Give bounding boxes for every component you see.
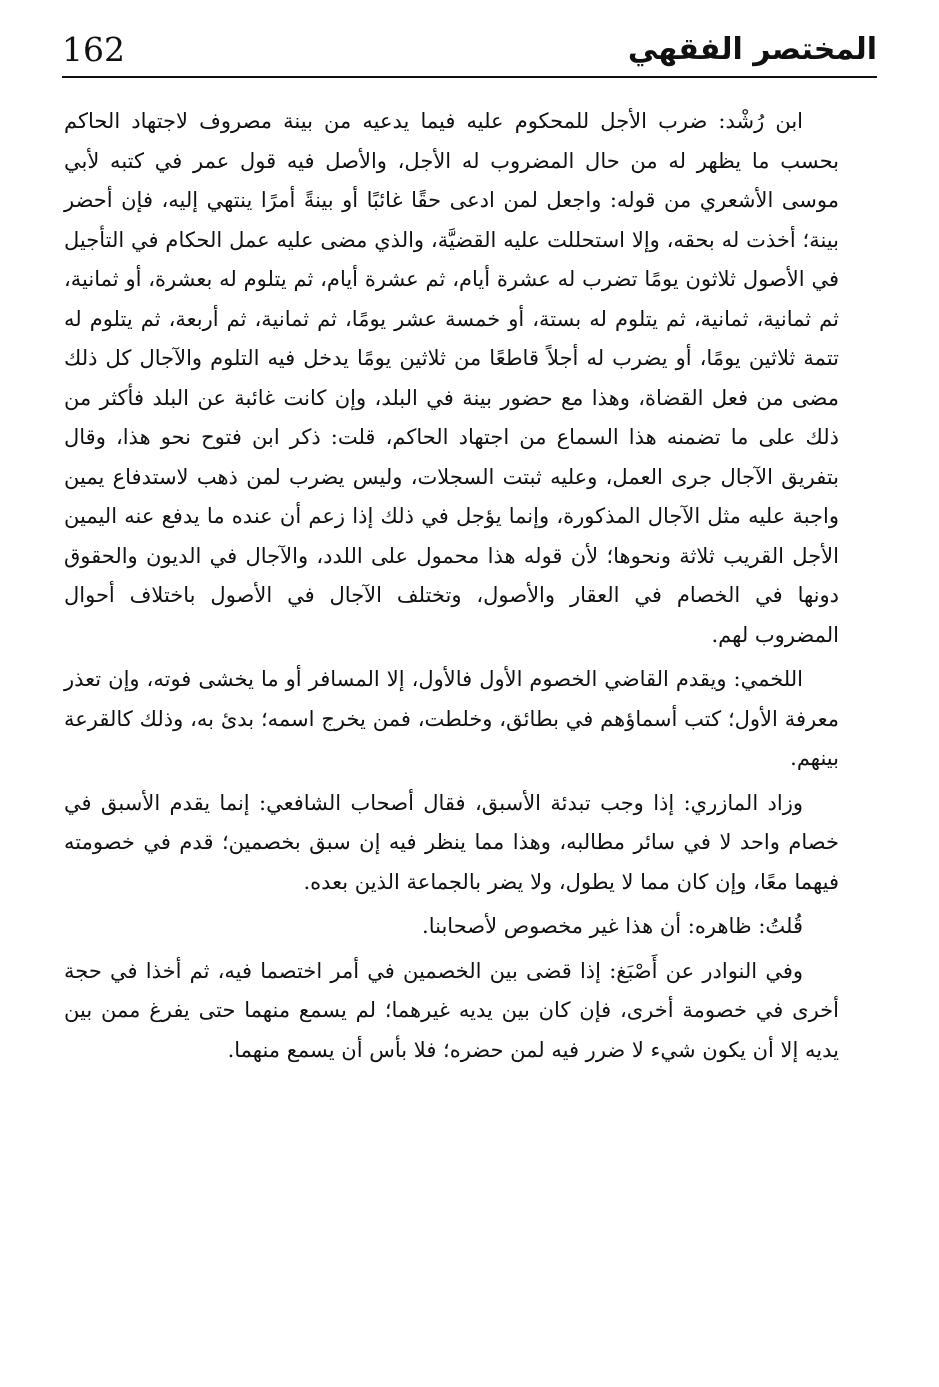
running-title: المختصر الفقهي bbox=[627, 32, 877, 67]
paragraph-lakhmi: اللخمي: ويقدم القاضي الخصوم الأول فالأول، إلا المسافر أو ما يخشى فوته، وإن تعذر معرفة الأول؛ كتب أسماؤهم في بطائق، وخلطت، فمن يخرج اسمه؛ بدئ به، وذلك كالقرعة بينهم. bbox=[64, 667, 839, 770]
paragraph-mazari: وزاد المازري: إذا وجب تبدئة الأسبق، فقال أصحاب الشافعي: إنما يقدم الأسبق في خصام واحد لا في سائر مطالبه، وهذا مما ينظر فيه إن سبق بخصمين؛ قدم في خصومته فيهما معًا، وإن كان مما لا يطول، ولا يضر بالجماعة الذين بعده. bbox=[64, 790, 839, 894]
page-header bbox=[62, 26, 877, 78]
header-rule bbox=[62, 76, 877, 78]
paragraph-qultu: قُلتُ: ظاهره: أن هذا غير مخصوص لأصحابنا. bbox=[422, 914, 803, 938]
paragraph-ibn-rushd: ابن رُشْد: ضرب الأجل للمحكوم عليه فيما يدعيه من بينة مصروف لاجتهاد الحاكم بحسب ما يظهر له من حال المضروب له الأجل، والأصل فيه قول عمر في كتبه لأبي موسى الأشعري من قوله: واجعل لمن ادعى حقًا غائبًا أو بينةً أمرًا ينتهي إليه، فإن أحضر بينة؛ أخذت له بحقه، وإلا استحللت عليه القضيَّة، والذي مضى عليه عمل الحكام في التأجيل في الأصول ثلاثون يومًا تضرب له عشرة أيام، ثم عشرة أيام، ثم يتلوم له بعشرة، أو ثمانية، ثم ثمانية، ثمانية، ثم يتلوم له بستة، أو خمسة عشر يومًا، ثم ثمانية، ثم أربعة، ثم يتلوم له تتمة ثلاثين يومًا، أو يضرب له أجلاً قاطعًا من ثلاثين يومًا يدخل فيه التلوم والآجال كل ذلك مضى من فعل القضاة، وهذا مع حضور بينة في البلد، وإن كانت غائبة عن البلد فأكثر من ذلك على ما تضمنه هذا السماع من اجتهاد الحاكم، قلت: ذكر ابن فتوح نحو هذا، وقال بتفريق الآجال جرى العمل، وعليه ثبتت السجلات، وليس يضرب لمن ذهب لاستدفاع يمين واجبة عليه مثل الآجال المذكورة، وإنما يؤجل في ذلك إذا زعم أن عنده ما يدفع عنه اليمين الأجل القريب ثلاثة ونحوها؛ لأن قوله هذا محمول على اللدد، والآجال في الديون والحقوق دونها في الخصام في العقار والأصول، وتختلف الآجال في الأصول باختلاف أحوال المضروب لهم. bbox=[64, 109, 839, 647]
paragraph-nawadir: وفي النوادر عن أَصْبَغ: إذا قضى بين الخصمين في أمر اختصما فيه، ثم أخذا في حجة أخرى في خصومة أخرى، فإن كان بين يديه غيرهما؛ لم يسمع منهما حتى يفرغ ممن بين يديه إلا أن يكون شيء لا ضرر فيه لمن حضره؛ فلا بأس أن يسمع منهما. bbox=[64, 958, 839, 1062]
page-number: 162 bbox=[62, 30, 125, 69]
body-text bbox=[64, 102, 839, 1075]
